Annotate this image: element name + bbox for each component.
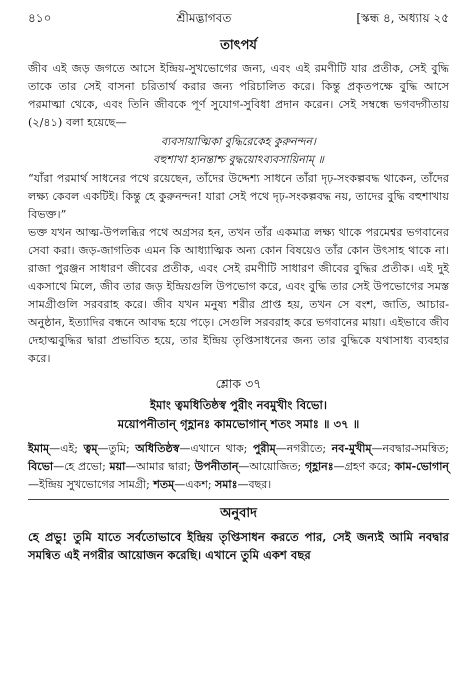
synonym-term: ময়া [109,460,126,473]
verse-line-2: ময়োপনীতান্ গৃহ্ণানঃ কামভোগান্ শতং সমাঃ ॥ ৩৭ ॥ [117,417,360,431]
synonym-meaning: —আয়োজিত; [238,460,305,473]
synonym-term: শতম্ [153,478,175,491]
synonym-term: ত্বম্ [83,442,98,455]
gita-quote-line-2: বহুশাখা হ্যনন্তাশ্চ বুদ্ধয়োঽব্যবসায়িনাম্ ॥ [153,153,324,166]
translation-title: অনুবাদ [220,506,257,521]
gita-quote-line-1: ব্যবসায়াত্মিকা বুদ্ধিরেকেহ কুরুনন্দন। [161,135,316,148]
synonym-meaning: —একশ; [174,478,216,491]
chapter-reference: [স্কন্ধ ৪, অধ্যায় ২৫ [356,11,449,25]
purport-paragraph-2: “যাঁরা পরমার্থ সাধনের পথে রয়েছেন, তাঁদের উদ্দেশ্য সাধনে তাঁরা দৃঢ়-সংকল্পবদ্ধ থাকেন, তাঁদের লক্ষ্য কেবল একটিই। কিন্তু হে কুরুনন্দন! যারা সেই পথে দৃঢ়-সংকল্পবদ্ধ নয়, তাদের বুদ্ধি বহুশাখায় বিভক্ত।” [28,172,449,221]
page-number: ৪১০ [28,11,52,25]
synonym-meaning: —এই; [49,442,84,455]
purport-paragraph-3: ভক্ত যখন আত্ম-উপলব্ধির পথে অগ্রসর হন, তখন তাঁর একমাত্র লক্ষ্য থাকে পরমেশ্বর ভগবানের সেবা করা। জড়-জাগতিক এমন কি আধ্যাত্মিক অন্য কোন বিষয়েও তাঁর কোন উৎসাহ থাকে না। রাজা পুরঞ্জন সাধারণ জীবের প্রতীক, এবং সেই রমণীটি সাধারণ জীবের বুদ্ধির প্রতীক। এই দুই একসাথে মিলে, জীব তার জড় ইন্দ্রিয়গুলি উপভোগ করে, এবং বুদ্ধি তার সেই উপভোগের সমস্ত সামগ্রীগুলি সরবরাহ করে। জীব যখন মনুষ্য শরীর প্রাপ্ত হয়, তখন সে বংশ, জাতি, আচার-অনুষ্ঠান, ইত্যাদির বন্ধনে আবদ্ধ হয়ে পড়ে। সেগুলি সরবরাহ করে ভগবানের মায়া। এইভাবে জীব দেহাত্মবুদ্ধির দ্বারা প্রভাবিত হয়ে, তার ইন্দ্রিয় তৃপ্তিসাধনের জন্য তার বুদ্ধিকে যথাসাধ্য ব্যবহার করে। [28,226,449,365]
purport-title: তাৎপর্য [220,38,257,53]
book-title: শ্রীমদ্ভাগবত [176,11,232,25]
synonym-term: নব-মুখীম্ [331,442,372,455]
synonym-term: সমাঃ [215,478,238,491]
translation-text: হে প্রভু! তুমি যাতে সর্বতোভাবে ইন্দ্রিয় তৃপ্তিসাধন করতে পার, সেই জন্যই আমি নবদ্বার সমন্বিত এই নগরীর আয়োজন করেছি। এখানে তুমি একশ বছর [28,530,449,562]
verse-heading: শ্লোক ৩৭ [215,376,262,391]
synonym-term: গৃহ্ণানঃ [305,460,334,473]
synonym-term: উপনীতান্ [194,460,239,473]
synonym-term: ইমাম্ [28,442,50,455]
synonym-meaning: —তুমি; [97,442,136,455]
divider [28,499,449,500]
synonym-term: পুরীম্ [252,442,276,455]
purport-paragraph-1: জীব এই জড় জগতে আসে ইন্দ্রিয়-সুখভোগের জন্য, এবং এই রমণীটি যার প্রতীক, সেই বুদ্ধি তাকে তার সেই বাসনা চরিতার্থ করার জন্য পরিচালিত করে। কিন্তু প্রকৃতপক্ষে বুদ্ধি আসে পরমাত্মা থেকে, এবং তিনি জীবকে পূর্ণ সুযোগ-সুবিধা প্রদান করেন। সেই সম্বন্ধে ভগবদ্গীতায় (২/৪১) বলা হয়েছে— [28,62,449,129]
synonym-meaning: —বছর। [237,478,272,491]
synonym-meaning: —ইন্দ্রিয় সুখভোগের সামগ্রী; [28,478,154,491]
synonym-meaning: —গ্রহণ করে; [333,460,395,473]
synonym-meaning: —নগরীতে; [275,442,332,455]
synonym-meaning: —নবদ্বার-সমন্বিত; [371,442,449,455]
synonym-meaning: —আমার দ্বারা; [125,460,195,473]
word-meanings [28,440,449,494]
synonym-meaning: —হে প্রভো; [53,460,110,473]
synonym-term: অধিতিষ্ঠস্ব [135,442,180,455]
synonym-meaning: —এখানে থাক; [179,442,253,455]
synonym-term: বিভো [28,460,54,473]
synonym-term: কাম-ভোগান্ [394,460,449,473]
verse-line-1: ইমাং ত্বমধিতিষ্ঠস্ব পুরীং নবমুখীং বিভো। [150,398,327,412]
page-header [28,10,449,32]
